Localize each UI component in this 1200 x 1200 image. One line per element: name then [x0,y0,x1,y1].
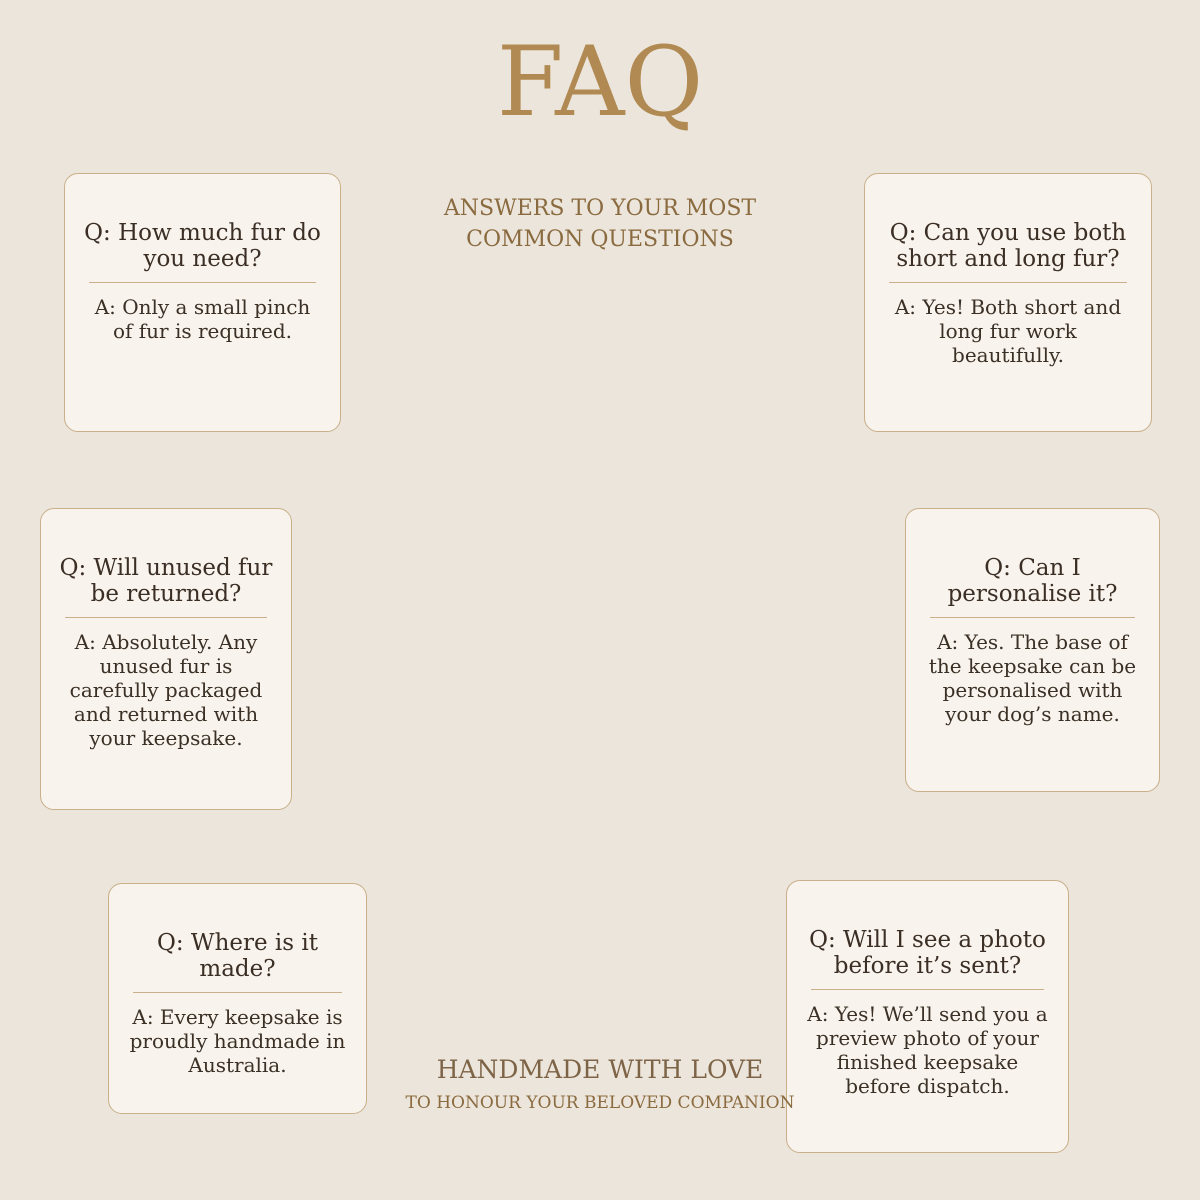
page-title: FAQ [496,26,704,138]
footer-line-1: HANDMADE WITH LOVE [436,1055,764,1084]
faq-card-fur-type [864,173,1152,432]
divider [889,282,1127,283]
divider [811,989,1044,990]
faq-card-personalise [905,508,1160,792]
divider [930,617,1135,618]
page-subtitle: ANSWERS TO YOUR MOST COMMON QUESTIONS [443,196,757,252]
divider [133,992,342,993]
divider [65,617,267,618]
faq-card-made-where [108,883,367,1114]
faq-answer: A: Yes! Both short and long fur work beautifully. [894,295,1122,367]
faq-question: Q: How much fur do you need? [84,220,321,272]
footer-line-2: TO HONOUR YOUR BELOVED COMPANION [405,1093,795,1113]
faq-answer: A: Yes. The base of the keepsake can be personalised with your dog’s name. [928,630,1137,726]
faq-question: Q: Where is it made? [157,930,318,982]
faq-card-fur-amount [64,173,341,432]
faq-card-unused-fur [40,508,292,810]
faq-question: Q: Can you use both short and long fur? [889,220,1127,272]
faq-question: Q: Can I personalise it? [947,555,1118,607]
faq-answer: A: Every keepsake is proudly handmade in Australia. [129,1005,346,1077]
faq-answer: A: Only a small pinch of fur is required. [94,295,311,343]
divider [89,282,316,283]
faq-answer: A: Yes! We’ll send you a preview photo of your finished keepsake before dispatch. [807,1002,1048,1098]
faq-question: Q: Will I see a photo before it’s sent? [809,927,1046,979]
faq-answer: A: Absolutely. Any unused fur is carefully packaged and returned with your keepsake. [69,630,263,750]
faq-question: Q: Will unused fur be returned? [59,555,273,607]
